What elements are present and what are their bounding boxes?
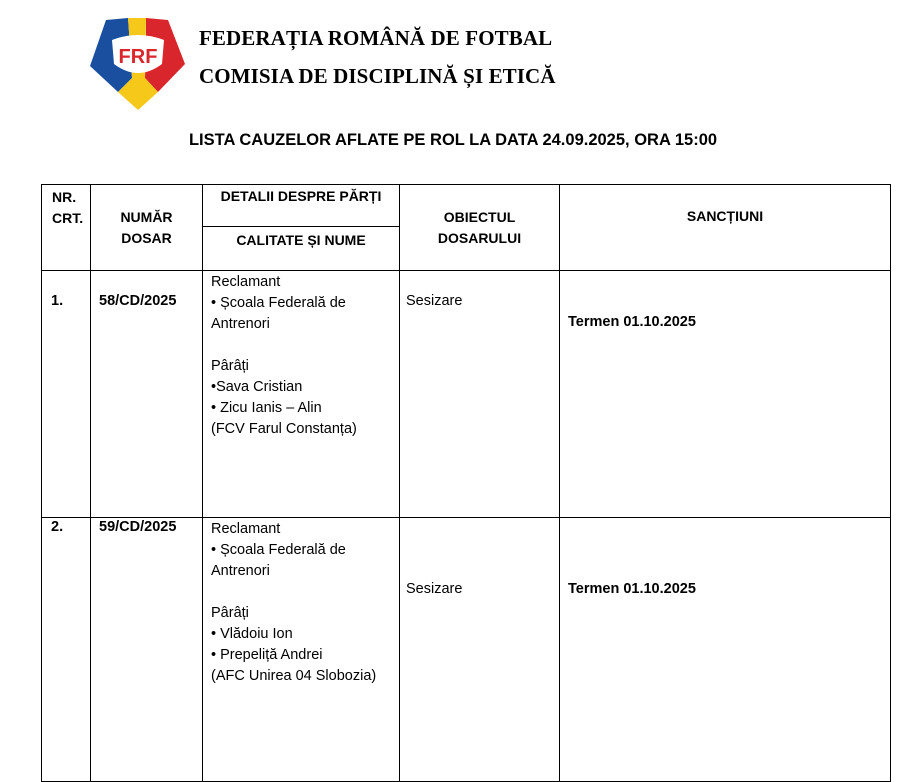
plaintiff-line1: • Școala Federală de bbox=[211, 542, 346, 558]
defendant-club: (AFC Unirea 04 Slobozia) bbox=[211, 668, 377, 684]
plaintiff-line2: Antrenori bbox=[211, 563, 270, 579]
table-header-row-1 bbox=[42, 185, 891, 227]
header-obj-line1: OBIECTUL bbox=[443, 208, 516, 225]
plaintiff-label: Reclamant bbox=[211, 521, 281, 537]
org-name: FEDERAȚIA ROMÂNĂ DE FOTBAL bbox=[199, 26, 553, 50]
table-row bbox=[42, 271, 891, 518]
row-nr: 1. bbox=[42, 271, 91, 518]
defendant-2: • Prepeliță Andrei bbox=[211, 647, 323, 663]
spacer bbox=[211, 582, 399, 603]
header-numar-dosar bbox=[91, 185, 203, 271]
defendant-2: • Zicu Ianis – Alin bbox=[211, 400, 322, 416]
defendant-club: (FCV Farul Constanța) bbox=[211, 421, 357, 437]
row-nr: 2. bbox=[42, 518, 91, 782]
logo-text: FRF bbox=[118, 46, 158, 68]
header-nr-crt bbox=[42, 185, 91, 271]
document-title: LISTA CAUZELOR AFLATE PE ROL LA DATA 24.09.2025, ORA 15:00 bbox=[188, 131, 718, 149]
defendant-1: •Sava Cristian bbox=[211, 379, 303, 395]
header-dosar-line1: NUMĂR bbox=[120, 208, 173, 225]
frf-logo bbox=[88, 16, 188, 112]
plaintiff-line2: Antrenori bbox=[211, 316, 270, 332]
spacer bbox=[211, 335, 399, 356]
header-sanctiuni: SANCȚIUNI bbox=[560, 185, 891, 271]
row-object: Sesizare bbox=[400, 518, 560, 782]
header-nr-line1: NR. bbox=[52, 189, 77, 205]
row-dosar: 58/CD/2025 bbox=[91, 271, 203, 518]
row-parties bbox=[203, 518, 400, 782]
row-object: Sesizare bbox=[400, 271, 560, 518]
header-dosar-line2: DOSAR bbox=[121, 229, 172, 246]
table-row bbox=[42, 518, 891, 782]
row-sanction: Termen 01.10.2025 bbox=[560, 271, 891, 518]
row-sanction: Termen 01.10.2025 bbox=[560, 518, 891, 782]
header-calitate-nume: CALITATE ȘI NUME bbox=[203, 227, 400, 271]
defendants-label: Pârâți bbox=[211, 605, 249, 621]
header-obj-line2: DOSARULUI bbox=[437, 229, 522, 246]
defendant-1: • Vlădoiu Ion bbox=[211, 626, 293, 642]
frf-logo-graphic bbox=[88, 16, 188, 112]
defendants-label: Pârâți bbox=[211, 358, 249, 374]
row-dosar: 59/CD/2025 bbox=[91, 518, 203, 782]
header-obiectul-dosarului bbox=[400, 185, 560, 271]
cases-table bbox=[41, 184, 891, 782]
plaintiff-line1: • Școala Federală de bbox=[211, 295, 346, 311]
plaintiff-label: Reclamant bbox=[211, 274, 281, 290]
header-nr-line2: CRT. bbox=[52, 210, 84, 226]
committee-name: COMISIA DE DISCIPLINĂ ȘI ETICĂ bbox=[199, 64, 556, 88]
row-parties bbox=[203, 271, 400, 518]
header-detalii-parti: DETALII DESPRE PĂRȚI bbox=[203, 185, 400, 227]
